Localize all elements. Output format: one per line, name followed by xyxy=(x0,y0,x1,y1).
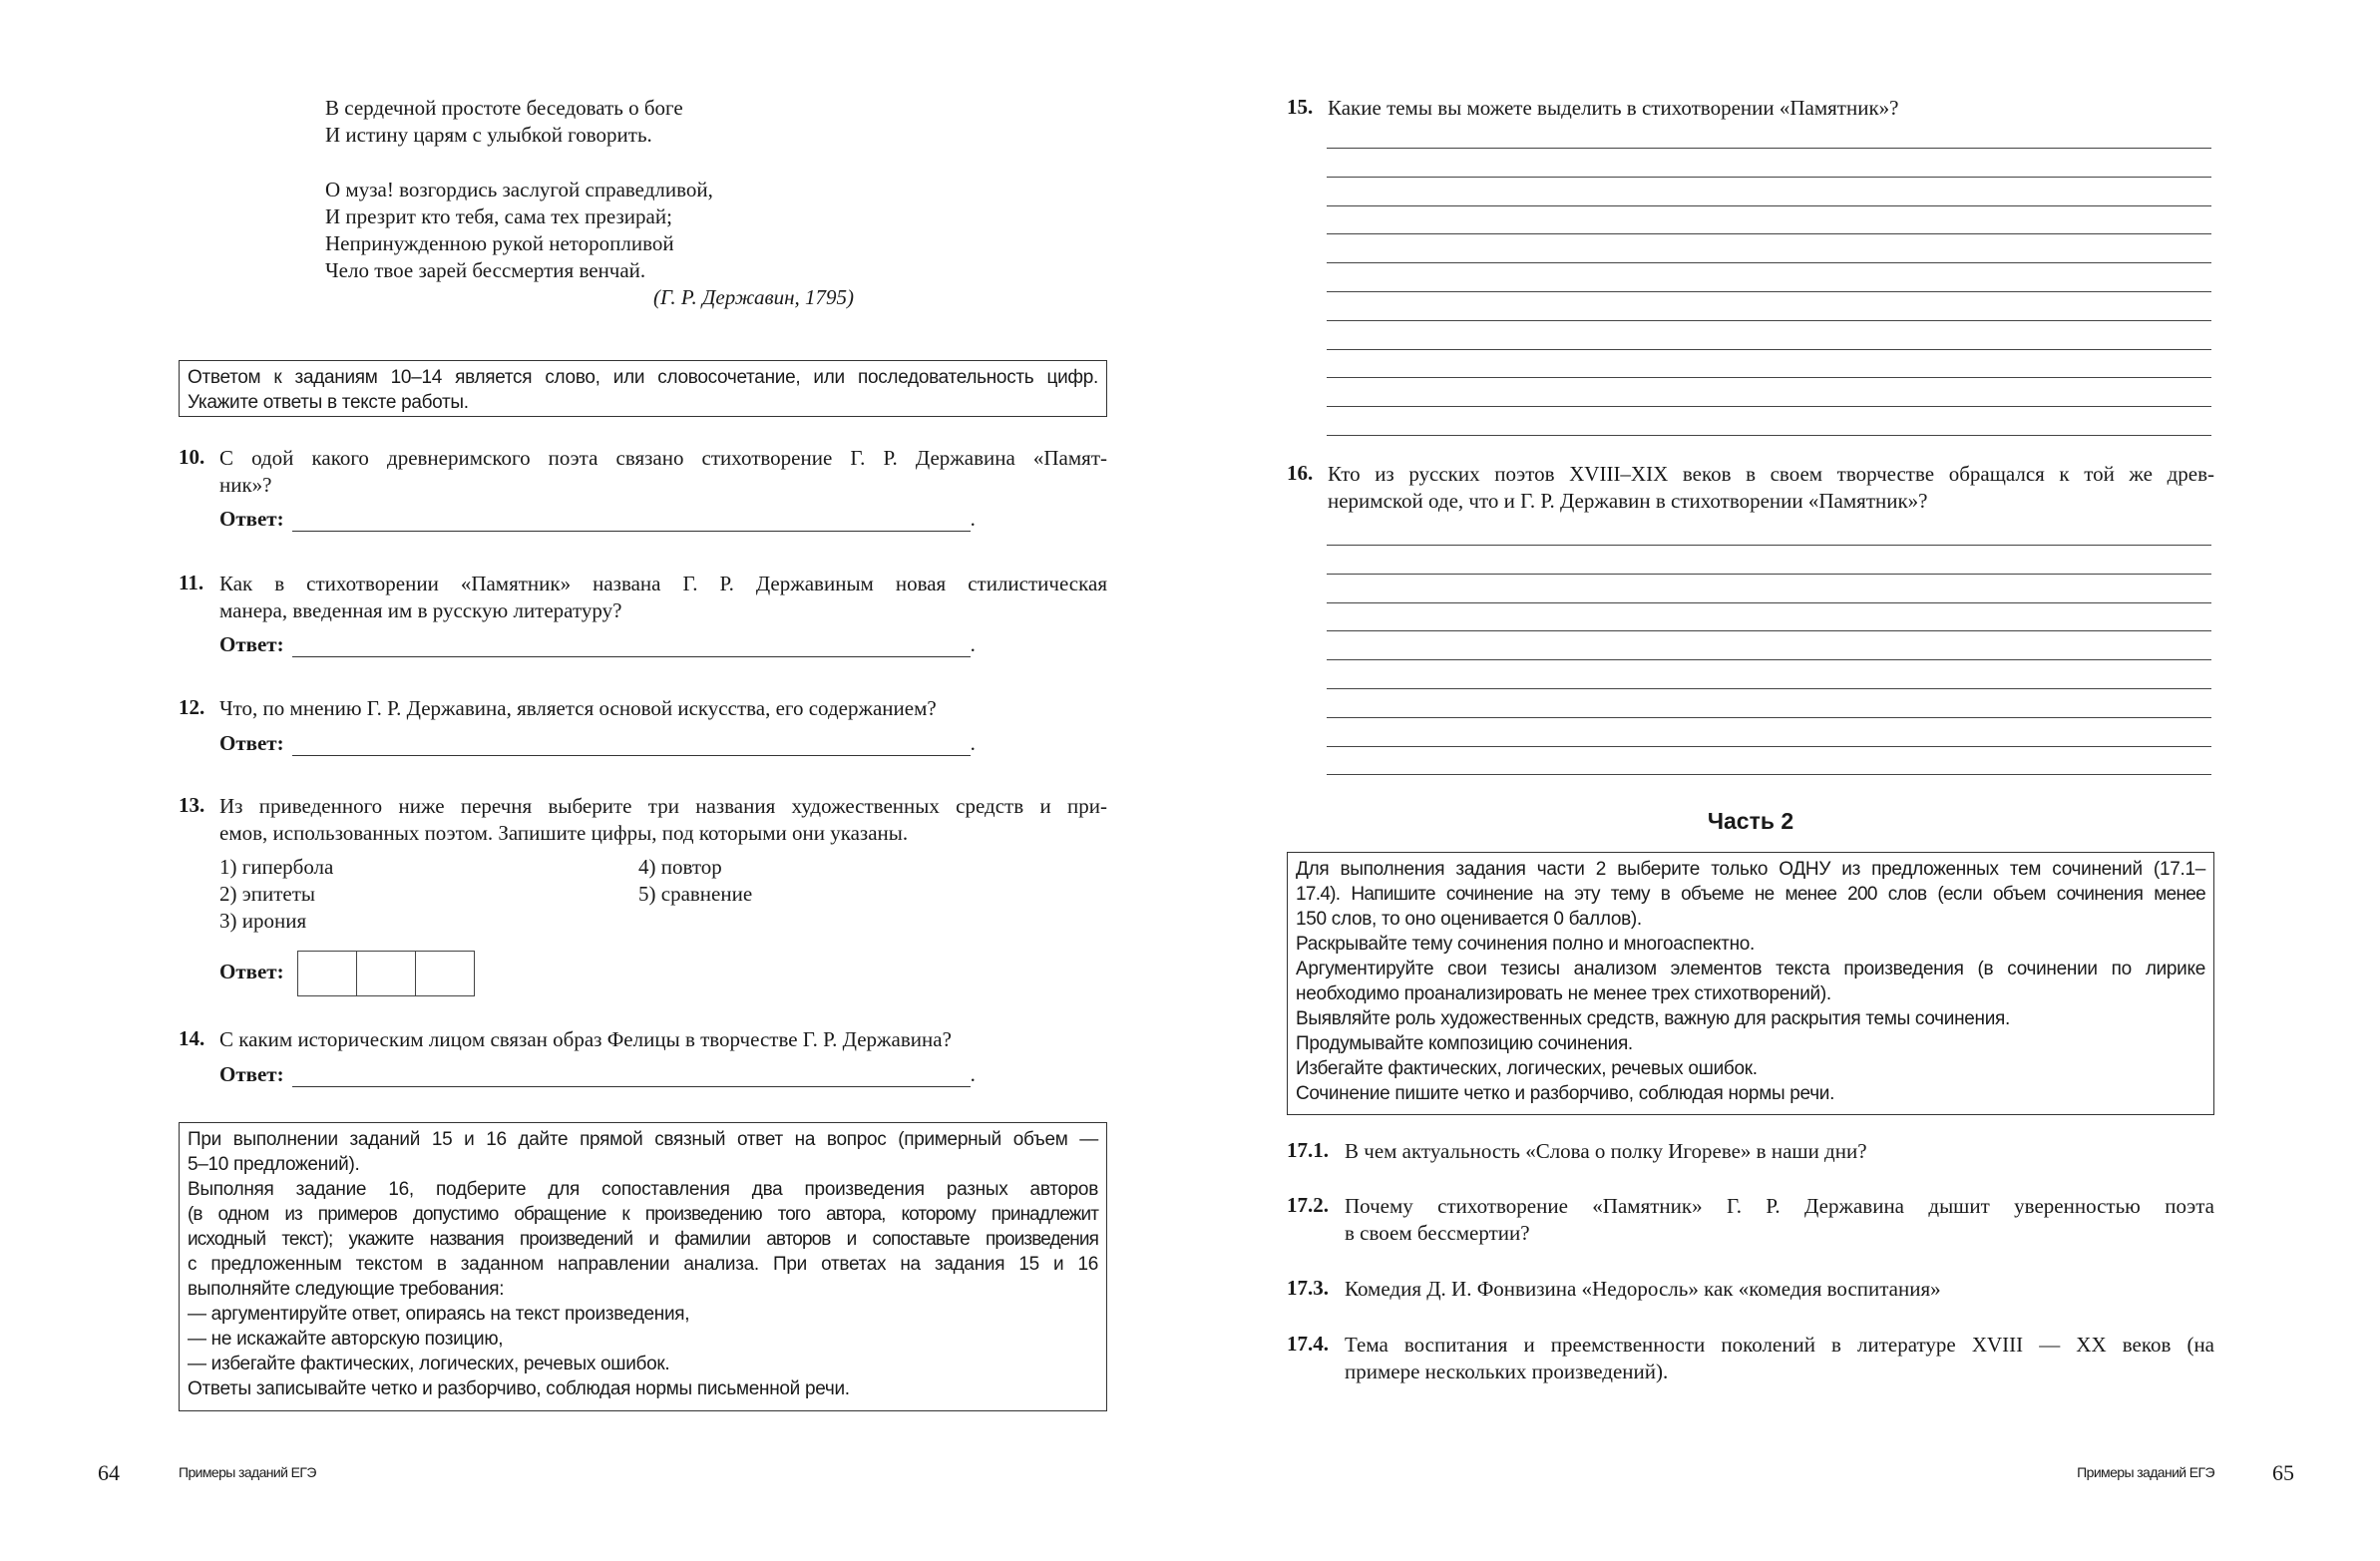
answer-field[interactable] xyxy=(292,636,971,657)
answer-line[interactable] xyxy=(1327,545,2211,546)
topic-17-1 xyxy=(1287,1138,2214,1165)
instruction-box-part2 xyxy=(1287,852,2214,1115)
poem-line: Чело твое зарей бессмертия венчай. xyxy=(325,258,646,282)
instruction-line: (в одном из примеров допустимо обращение к произведению того автора, которому принадлежит xyxy=(188,1204,1098,1225)
answer-cell-3[interactable] xyxy=(415,951,475,996)
part2-title: Часть 2 xyxy=(1707,808,1794,834)
answer-line[interactable] xyxy=(1327,205,2211,206)
instruction-line: Продумывайте композицию сочинения. xyxy=(1296,1033,1633,1054)
poem-line: И презрит кто тебя, сама тех презирай; xyxy=(325,204,672,228)
answer-12 xyxy=(219,731,976,756)
question-number: 16. xyxy=(1287,461,1314,485)
poem xyxy=(325,95,884,311)
topic-text: в своем бессмертии? xyxy=(1345,1221,1530,1245)
question-15 xyxy=(1287,95,2214,122)
answer-label: Ответ: xyxy=(219,507,284,531)
answer-line[interactable] xyxy=(1327,717,2211,718)
answer-line[interactable] xyxy=(1327,659,2211,660)
topic-17-3 xyxy=(1287,1276,2214,1303)
instruction-line: Избегайте фактических, логических, речевых ошибок. xyxy=(1296,1058,1758,1079)
answer-line[interactable] xyxy=(1327,774,2211,775)
question-number: 13. xyxy=(179,793,205,817)
instruction-line: Сочинение пишите четко и разборчиво, соблюдая нормы речи. xyxy=(1296,1083,1835,1104)
answer-line[interactable] xyxy=(1327,320,2211,321)
options-col-2 xyxy=(638,854,752,908)
answer-label: Ответ: xyxy=(219,731,284,755)
topic-number: 17.3. xyxy=(1287,1276,1329,1300)
answer-line[interactable] xyxy=(1327,602,2211,603)
instruction-line: Выполняя задание 16, подберите для сопоставления два произведения разных авторов xyxy=(188,1179,1098,1200)
answer-line[interactable] xyxy=(1327,233,2211,234)
topic-number: 17.1. xyxy=(1287,1138,1329,1162)
question-text: С одой какого древнеримского поэта связано стихотворение Г. Р. Державина «Памят- xyxy=(219,446,1107,470)
question-number: 11. xyxy=(179,571,204,594)
answer-dot: . xyxy=(970,632,976,656)
question-text: Кто из русских поэтов XVIII–XIX веков в своем творчестве обращался к той же древ- xyxy=(1328,462,2214,486)
poem-attribution: (Г. Р. Державин, 1795) xyxy=(652,285,854,309)
instruction-line: — аргументируйте ответ, опираясь на текст произведения, xyxy=(188,1304,690,1325)
option: 5) сравнение xyxy=(638,882,753,906)
instruction-line: выполняйте следующие требования: xyxy=(188,1279,505,1300)
instruction-line: Укажите ответы в тексте работы. xyxy=(188,392,469,413)
answer-cell-1[interactable] xyxy=(297,951,357,996)
instruction-line: — избегайте фактических, логических, речевых ошибок. xyxy=(188,1354,670,1374)
topic-number: 17.2. xyxy=(1287,1193,1329,1217)
page-number-right: 65 xyxy=(2272,1460,2294,1485)
instruction-line: исходный текст); укажите названия произведений и фамилии авторов и сопоставьте произведения xyxy=(188,1229,1098,1250)
instruction-line: необходимо проанализировать не менее трех стихотворений). xyxy=(1296,983,1831,1004)
question-text: Из приведенного ниже перечня выберите три названия художественных средств и при- xyxy=(219,794,1107,818)
instruction-line: 150 слов, то оно оценивается 0 баллов). xyxy=(1296,909,1642,930)
topic-17-2 xyxy=(1287,1193,2214,1247)
answer-line[interactable] xyxy=(1327,746,2211,747)
footer-left: Примеры заданий ЕГЭ xyxy=(179,1464,316,1480)
option: 1) гипербола xyxy=(219,855,334,879)
option: 3) ирония xyxy=(219,909,307,933)
topic-text: В чем актуальность «Слова о полку Игореве» в наши дни? xyxy=(1345,1139,1867,1163)
question-text: Что, по мнению Г. Р. Державина, является основой искусства, его содержанием? xyxy=(219,696,937,720)
instruction-box-15-16 xyxy=(179,1122,1107,1411)
answer-field[interactable] xyxy=(292,1066,971,1087)
answer-field[interactable] xyxy=(292,735,971,756)
instruction-line: При выполнении заданий 15 и 16 дайте прямой связный ответ на вопрос (примерный объем — xyxy=(188,1129,1098,1150)
poem-line: И истину царям с улыбкой говорить. xyxy=(325,123,652,147)
question-number: 15. xyxy=(1287,95,1314,119)
question-number: 10. xyxy=(179,445,205,469)
page-number-left: 64 xyxy=(98,1460,120,1485)
footer-right: Примеры заданий ЕГЭ xyxy=(2077,1464,2214,1480)
instruction-line: Аргументируйте свои тезисы анализом элементов текста произведения (в сочинении по лирике xyxy=(1296,959,2205,979)
question-number: 14. xyxy=(179,1026,205,1050)
answer-dot: . xyxy=(970,507,976,531)
topic-text: Почему стихотворение «Памятник» Г. Р. Державина дышит уверенностью поэта xyxy=(1345,1194,2214,1218)
question-10 xyxy=(179,445,1107,499)
topic-text: примере нескольких произведений). xyxy=(1345,1360,1669,1383)
question-text: Как в стихотворении «Памятник» названа Г. Р. Державиным новая стилистическая xyxy=(219,572,1107,595)
answer-line[interactable] xyxy=(1327,406,2211,407)
question-text: ник»? xyxy=(219,473,272,497)
poem-line: О муза! возгордись заслугой справедливой, xyxy=(325,178,713,201)
instruction-box-10-14 xyxy=(179,360,1107,417)
answer-label: Ответ: xyxy=(219,632,284,656)
answer-line[interactable] xyxy=(1327,291,2211,292)
answer-10 xyxy=(219,507,976,532)
answer-14 xyxy=(219,1062,976,1087)
topic-text: Тема воспитания и преемственности поколений в литературе XVIII — XX веков (на xyxy=(1345,1333,2214,1357)
option: 2) эпитеты xyxy=(219,882,316,906)
answer-line[interactable] xyxy=(1327,574,2211,575)
answer-line[interactable] xyxy=(1327,177,2211,178)
question-14 xyxy=(179,1026,1107,1053)
instruction-line: Для выполнения задания части 2 выберите только ОДНУ из предложенных тем сочинений (17.1– xyxy=(1296,859,2205,880)
question-11 xyxy=(179,571,1107,624)
answer-line[interactable] xyxy=(1327,349,2211,350)
question-text: Какие темы вы можете выделить в стихотворении «Памятник»? xyxy=(1328,96,1899,120)
instruction-line: 5–10 предложений). xyxy=(188,1154,360,1175)
instruction-line: Ответом к заданиям 10–14 является слово, или словосочетание, или последовательность цифр. xyxy=(188,367,1098,388)
answer-field[interactable] xyxy=(292,511,971,532)
options-col-1 xyxy=(219,854,333,935)
question-text: неримской оде, что и Г. Р. Державин в стихотворении «Памятник»? xyxy=(1328,489,1928,513)
answer-line[interactable] xyxy=(1327,148,2211,149)
question-text: емов, использованных поэтом. Запишите цифры, под которыми они указаны. xyxy=(219,821,909,845)
instruction-line: Выявляйте роль художественных средств, важную для раскрытия темы сочинения. xyxy=(1296,1008,2011,1029)
answer-label: Ответ: xyxy=(219,960,284,983)
topic-text: Комедия Д. И. Фонвизина «Недоросль» как «комедия воспитания» xyxy=(1345,1277,1941,1301)
topic-17-4 xyxy=(1287,1332,2214,1385)
answer-dot: . xyxy=(970,1062,976,1086)
answer-line[interactable] xyxy=(1327,262,2211,263)
answer-line[interactable] xyxy=(1327,630,2211,631)
instruction-line: с предложенным текстом в заданном направлении анализа. При ответах на задания 15 и 16 xyxy=(188,1254,1098,1275)
poem-line: Непринужденною рукой неторопливой xyxy=(325,231,674,255)
topic-number: 17.4. xyxy=(1287,1332,1329,1356)
answer-cell-2[interactable] xyxy=(356,951,416,996)
answer-line[interactable] xyxy=(1327,688,2211,689)
answer-label: Ответ: xyxy=(219,1062,284,1086)
instruction-line: Раскрывайте тему сочинения полно и многоаспектно. xyxy=(1296,934,1756,955)
question-12 xyxy=(179,695,1107,722)
question-text: С каким историческим лицом связан образ Фелицы в творчестве Г. Р. Державина? xyxy=(219,1027,952,1051)
question-13 xyxy=(179,793,1107,847)
question-text: манера, введенная им в русскую литературу? xyxy=(219,598,622,622)
answer-line[interactable] xyxy=(1327,435,2211,436)
answer-line[interactable] xyxy=(1327,377,2211,378)
poem-line: В сердечной простоте беседовать о боге xyxy=(325,96,683,120)
answer-dot: . xyxy=(970,731,976,755)
instruction-line: Ответы записывайте четко и разборчиво, соблюдая нормы письменной речи. xyxy=(188,1378,850,1399)
question-16 xyxy=(1287,461,2214,515)
instruction-line: 17.4). Напишите сочинение на эту тему в объеме не менее 200 слов (если объем сочинения менее xyxy=(1296,884,2205,905)
question-number: 12. xyxy=(179,695,205,719)
instruction-line: — не искажайте авторскую позицию, xyxy=(188,1329,504,1350)
answer-11 xyxy=(219,632,976,657)
option: 4) повтор xyxy=(638,855,722,879)
